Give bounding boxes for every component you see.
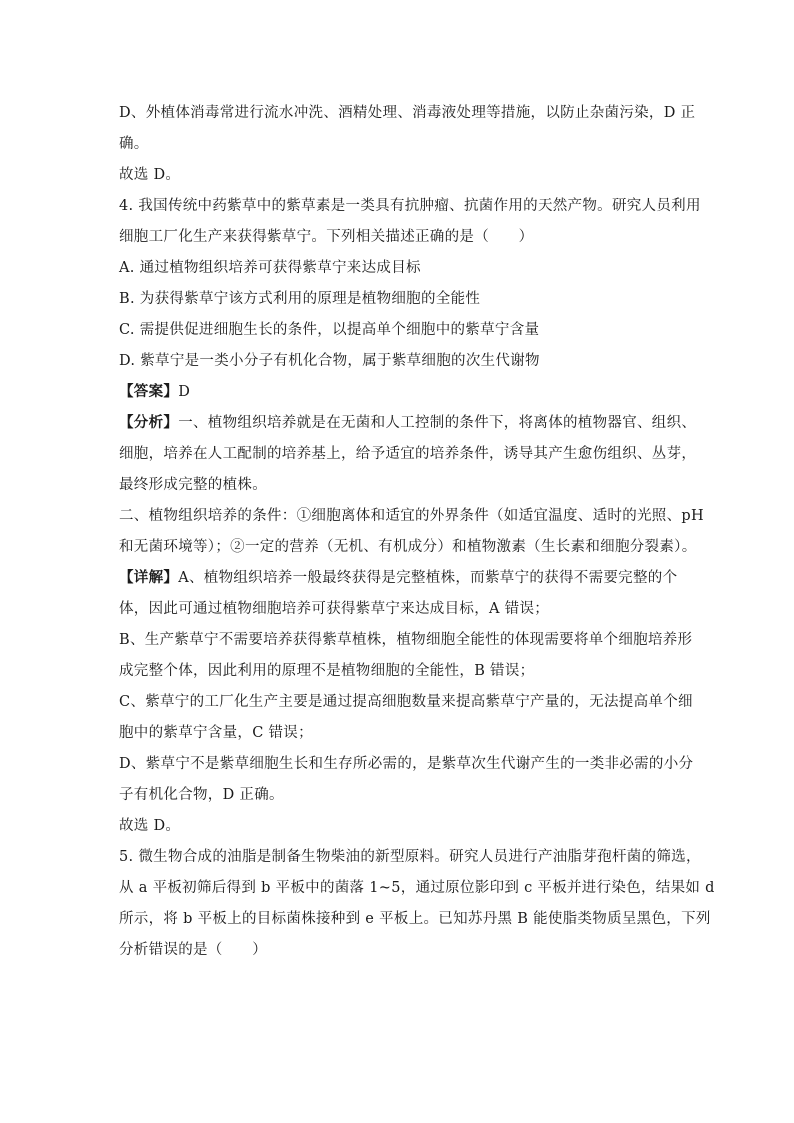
detail-text: A、植物组织培养一般最终获得是完整植株，而紫草宁的获得不需要完整的个 <box>178 570 678 586</box>
q4-detail-line1 <box>119 568 679 588</box>
q4-detail-line5: C、紫草宁的工厂化生产主要是通过提高细胞数量来提高紫草宁产量的，无法提高单个细 <box>119 694 693 710</box>
answer-value: D <box>178 384 191 400</box>
q3-option-d-line2: 确。 <box>119 136 149 152</box>
q4-stem-line1: 4. 我国传统中药紫草中的紫草素是一类具有抗肿瘤、抗菌作用的天然产物。研究人员利用 <box>119 198 701 214</box>
q4-analysis-line2: 细胞，培养在人工配制的培养基上，给予适宜的培养条件，诱导其产生愈伤组织、丛芽， <box>119 446 697 462</box>
detail-label: 【详解】 <box>119 569 179 586</box>
q4-option-a: A. 通过植物组织培养可获得紫草宁来达成目标 <box>119 260 421 276</box>
q4-analysis-line3: 最终形成完整的植株。 <box>119 477 267 493</box>
q4-analysis-line1 <box>119 413 697 433</box>
q4-detail-line4: 成完整个体，因此利用的原理不是植物细胞的全能性，B 错误； <box>119 663 535 679</box>
q4-option-c: C. 需提供促进细胞生长的条件，以提高单个细胞中的紫草宁含量 <box>119 322 540 338</box>
q4-detail-line2: 体，因此可通过植物细胞培养可获得紫草宁来达成目标，A 错误； <box>119 601 550 617</box>
q4-analysis-line4: 二、植物组织培养的条件：①细胞离体和适宜的外界条件（如适宜温度、适时的光照、pH <box>119 508 704 524</box>
q4-analysis-line5: 和无菌环境等）；②一定的营养（无机、有机成分）和植物激素（生长素和细胞分裂素）。 <box>119 539 697 555</box>
q5-stem-line2: 从 a 平板初筛后得到 b 平板中的菌落 1~5，通过原位影印到 c 平板并进行染色，结果如 d <box>119 880 715 896</box>
q5-stem-line3: 所示，将 b 平板上的目标菌株接种到 e 平板上。已知苏丹黑 B 能使脂类物质呈黑色，下列 <box>119 911 711 927</box>
q3-option-d-line1: D、外植体消毒常进行流水冲洗、酒精处理、消毒液处理等措施，以防止杂菌污染，D 正 <box>119 105 696 121</box>
q4-stem-line2: 细胞工厂化生产来获得紫草宁。下列相关描述正确的是（ ） <box>119 229 534 245</box>
q4-detail-line7: D、紫草宁不是紫草细胞生长和生存所必需的，是紫草次生代谢产生的一类非必需的小分 <box>119 756 694 772</box>
analysis-label: 【分析】 <box>119 414 179 431</box>
q4-detail-line3: B、生产紫草宁不需要培养获得紫草植株，植物细胞全能性的体现需要将单个细胞培养形 <box>119 632 693 648</box>
q4-option-b: B. 为获得紫草宁该方式利用的原理是植物细胞的全能性 <box>119 291 481 307</box>
q4-detail-line8: 子有机化合物，D 正确。 <box>119 787 284 803</box>
q4-detail-line6: 胞中的紫草宁含量，C 错误； <box>119 725 313 741</box>
q4-choice: 故选 D。 <box>119 818 181 834</box>
q4-option-d: D. 紫草宁是一类小分子有机化合物，属于紫草细胞的次生代谢物 <box>119 353 540 369</box>
answer-label: 【答案】 <box>119 383 179 400</box>
q3-choice: 故选 D。 <box>119 167 181 183</box>
q5-stem-line1: 5. 微生物合成的油脂是制备生物柴油的新型原料。研究人员进行产油脂芽孢杆菌的筛选， <box>119 849 701 865</box>
q5-stem-line4: 分析错误的是（ ） <box>119 942 267 958</box>
analysis-text: 一、植物组织培养就是在无菌和人工控制的条件下，将离体的植物器官、组织、 <box>178 415 697 431</box>
q4-answer <box>119 382 679 402</box>
